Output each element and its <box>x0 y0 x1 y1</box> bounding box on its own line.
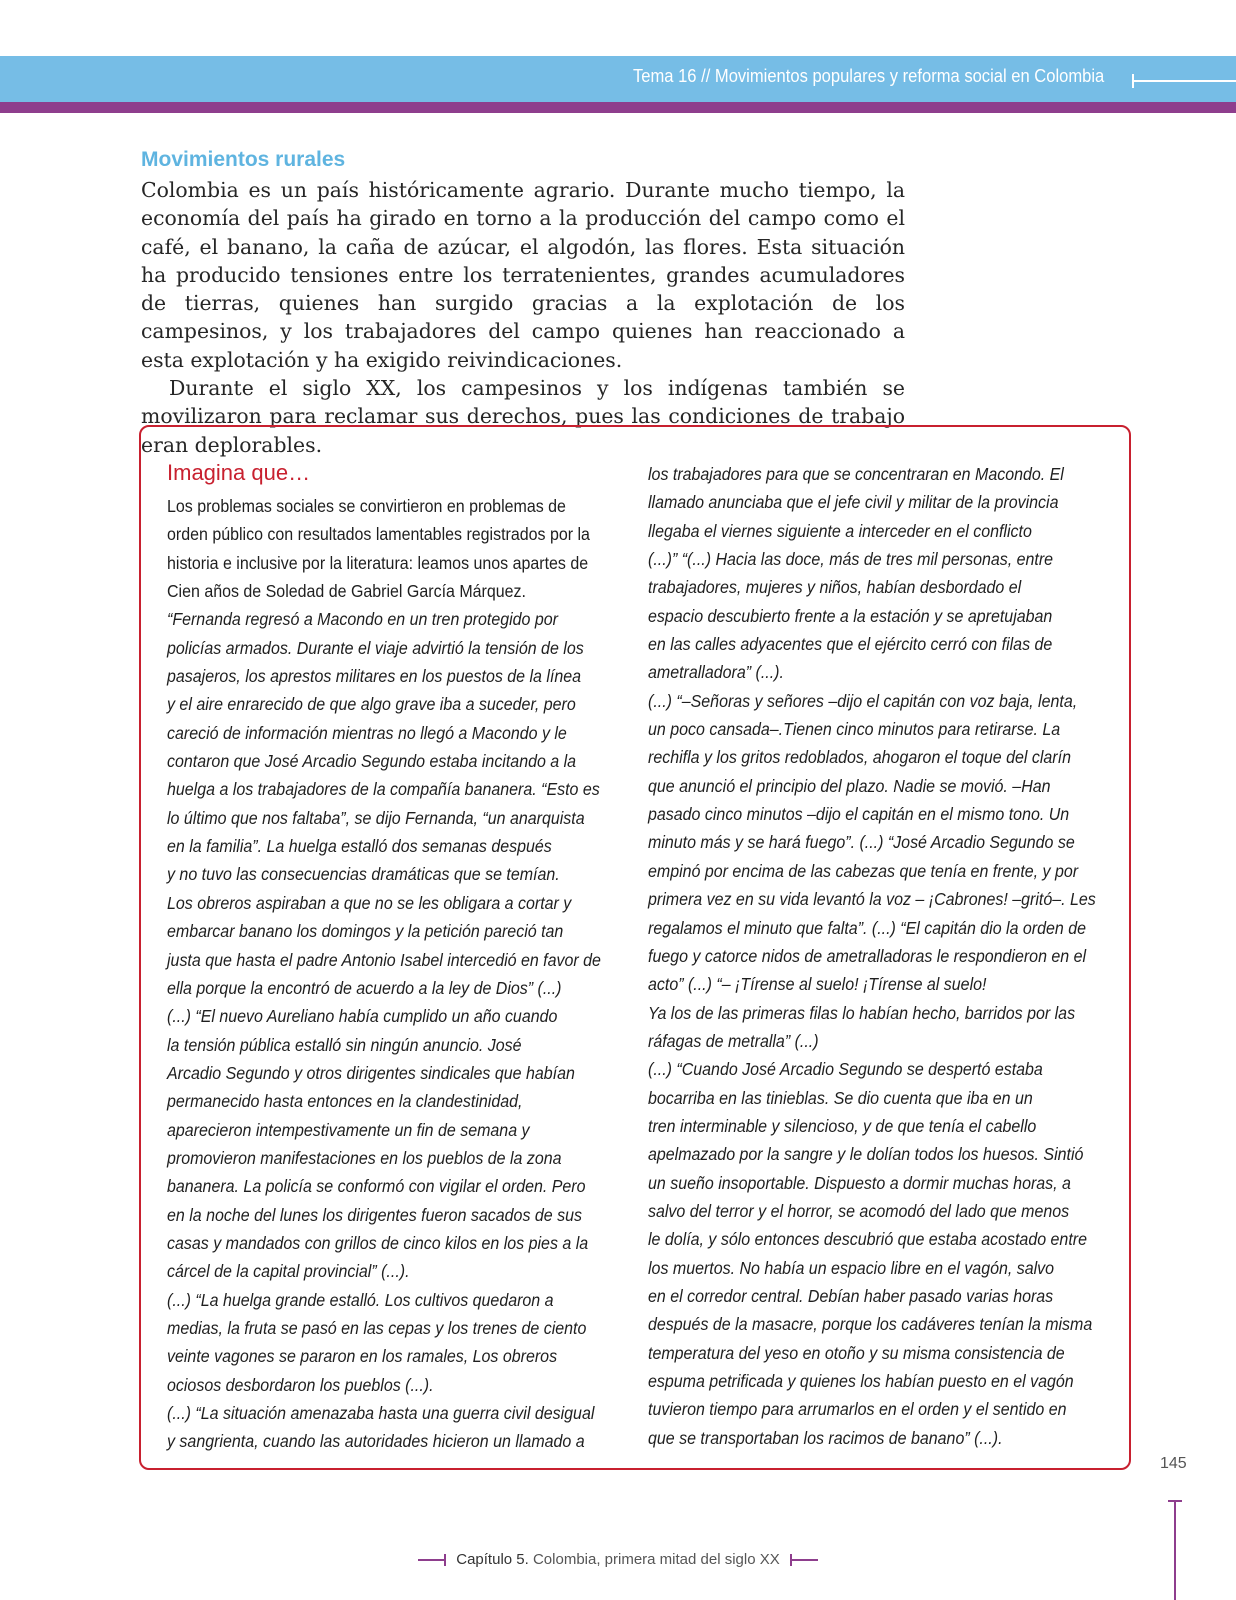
quote-line: bocarriba en las tinieblas. Se dio cuenta que iba en un <box>648 1087 1033 1108</box>
quote-line: (...) “Cuando José Arcadio Segundo se despertó estaba <box>648 1059 1043 1080</box>
quote-line: cárcel de la capital provincial” (...). <box>167 1261 410 1282</box>
quote-line: pasado cinco minutos –dijo el capitán en el mismo tono. Un <box>648 804 1070 825</box>
quote-line: llegaba el viernes siguiente a interceder en el conflicto <box>648 520 1032 541</box>
header-title: Tema 16 // Movimientos populares y reforma social en Colombia <box>632 66 1104 86</box>
quote-line: ociosos desbordaron los pueblos (...). <box>167 1374 434 1395</box>
box-left-column <box>167 492 604 1456</box>
quote-line: un sueño insoportable. Dispuesto a dormir muchas horas, a <box>648 1172 1071 1193</box>
quote-line: le dolía, y sólo entonces descubrió que estaba acostado entre <box>648 1229 1087 1250</box>
intro-text <box>141 176 905 459</box>
side-rule <box>1174 1500 1176 1600</box>
footer-rule-left <box>418 1559 446 1561</box>
quote-line: y sangrienta, cuando las autoridades hicieron un llamado a <box>167 1431 585 1452</box>
quote-line: apelmazado por la sangre y le dolían todos los huesos. Sintió <box>648 1144 1084 1165</box>
quote-line: que anunció el principio del plazo. Nadie se movió. –Han <box>648 775 1051 796</box>
quote-line: minuto más y se hará fuego”. (...) “José Arcadio Segundo se <box>648 832 1075 853</box>
quote-line: justa que hasta el padre Antonio Isabel intercedió en favor de <box>167 949 601 970</box>
quote-line: los trabajadores para que se concentraran en Macondo. El <box>648 464 1064 484</box>
intro-line: orden público con resultados lamentables registrados por la <box>167 524 590 545</box>
quote-line: embarcar banano los domingos y la petición pareció tan <box>167 921 564 942</box>
quote-line: huelga a los trabajadores de la compañía bananera. “Esto es <box>167 779 600 800</box>
intro-paragraph-2: Durante el siglo XX, los campesinos y los indígenas también se movilizaron para reclamar sus derechos, pues las condiciones de trabajo eran deplorables. <box>141 376 905 457</box>
quote-line: empinó por encima de las cabezas que tenía en frente, y por <box>648 860 1079 881</box>
footer-chapter-label: Capítulo 5. <box>456 1551 529 1568</box>
quote-line: en la familia”. La huelga estalló dos semanas después <box>167 836 552 857</box>
quote-line: promovieron manifestaciones en los pueblos de la zona <box>167 1147 562 1168</box>
quote-line: la tensión pública estalló sin ningún anuncio. José <box>167 1034 522 1055</box>
quote-line: ametralladora” (...). <box>648 662 784 683</box>
quote-line: (...) “El nuevo Aureliano había cumplido un año cuando <box>167 1006 558 1027</box>
footer <box>0 1551 1236 1568</box>
quote-line: aparecieron intempestivamente un fin de semana y <box>167 1119 530 1140</box>
intro-line: Cien años de Soledad de Gabriel García Márquez. <box>167 581 526 602</box>
quote-line: y no tuvo las consecuencias dramáticas que se temían. <box>167 864 560 885</box>
quote-line: llamado anunciaba que el jefe civil y militar de la provincia <box>648 492 1059 513</box>
quote-line: careció de información mientras no llegó a Macondo y le <box>167 722 567 743</box>
quote-line: “Fernanda regresó a Macondo en un tren protegido por <box>167 609 558 630</box>
quote-line: (...) “–Señoras y señores –dijo el capitán con voz baja, lenta, <box>648 690 1078 711</box>
quote-line: regalamos el minuto que falta”. (...) “El capitán dio la orden de <box>648 917 1087 938</box>
box-title: Imagina que… <box>167 460 311 485</box>
quote-line: Los obreros aspiraban a que no se les obligara a cortar y <box>167 892 572 913</box>
intro-paragraph-1: Colombia es un país históricamente agrario. Durante mucho tiempo, la economía del país ha girado en torno a la producción del campo como el café, el banano, la caña de azúcar, el algodón, las flores. Esta situación ha producido tensiones entre los terratenientes, grandes acumuladores de tierras, quienes han surgido gracias a la explotación de los campesinos, y los trabajadores del campo quienes han reaccionado a esta explotación y ha exigido reivindicaciones. <box>141 178 905 372</box>
quote-line: después de la masacre, porque los cadáveres tenían la misma <box>648 1314 1093 1335</box>
quote-line: ella porque la encontró de acuerdo a la ley de Dios” (...) <box>167 977 562 998</box>
quote-line: medias, la fruta se pasó en las cepas y los trenes de ciento <box>167 1317 587 1338</box>
quote-line: policías armados. Durante el viaje advirtió la tensión de los <box>167 637 584 658</box>
page-number: 145 <box>1160 1455 1187 1472</box>
quote-line: espacio descubierto frente a la estación y se apretujaban <box>648 605 1053 626</box>
quote-line: trabajadores, mujeres y niños, habían desbordado el <box>648 577 1022 598</box>
quote-line: temperatura del yeso en otoño y su misma consistencia de <box>648 1342 1065 1363</box>
quote-line: en la noche del lunes los dirigentes fueron sacados de sus <box>167 1204 582 1225</box>
quote-line: Ya los de las primeras filas lo habían hecho, barridos por las <box>648 1002 1076 1023</box>
quote-line: en las calles adyacentes que el ejército cerró con filas de <box>648 634 1053 655</box>
footer-rule-right <box>790 1559 818 1561</box>
footer-chapter-title: Colombia, primera mitad del siglo XX <box>532 1551 780 1568</box>
quote-line: (...) “La huelga grande estalló. Los cultivos quedaron a <box>167 1289 554 1310</box>
section-title: Movimientos rurales <box>141 148 346 171</box>
intro-line: Los problemas sociales se convirtieron en problemas de <box>167 496 566 516</box>
quote-line: veinte vagones se pararon en los ramales, Los obreros <box>167 1346 558 1367</box>
quote-line: en el corredor central. Debían haber pasado varias horas <box>648 1285 1054 1306</box>
box-right-column <box>648 460 1096 1452</box>
quote-line: bananera. La policía se conformó con vigilar el orden. Pero <box>167 1176 586 1197</box>
quote-line: casas y mandados con grillos de cinco kilos en los pies a la <box>167 1232 589 1253</box>
intro-line: historia e inclusive por la literatura: leamos unos apartes de <box>167 552 589 573</box>
quote-line: tuvieron tiempo para arrumarlos en el orden y el sentido en <box>648 1399 1067 1420</box>
quote-line: rechifla y los gritos redoblados, ahogaron el toque del clarín <box>648 747 1071 768</box>
quote-line: fuego y catorce nidos de ametralladoras le respondieron en el <box>648 945 1087 966</box>
quote-line: que se transportaban los racimos de banano” (...). <box>648 1427 1003 1448</box>
quote-line: acto” (...) “– ¡Tírense al suelo! ¡Tírense al suelo! <box>648 974 987 995</box>
quote-line: permanecido hasta entonces en la clandestinidad, <box>167 1091 523 1112</box>
quote-line: tren interminable y silencioso, y de que tenía el cabello <box>648 1115 1037 1136</box>
quote-line: (...)” “(...) Hacia las doce, más de tres mil personas, entre <box>648 549 1054 570</box>
quote-line: un poco cansada–.Tienen cinco minutos para retirarse. La <box>648 719 1061 740</box>
header-line <box>1132 80 1236 82</box>
quote-line: Arcadio Segundo y otros dirigentes sindicales que habían <box>167 1062 575 1083</box>
quote-line: contaron que José Arcadio Segundo estaba incitando a la <box>167 751 577 772</box>
header-stripe <box>0 102 1236 113</box>
quote-line: espuma petrificada y quienes los habían puesto en el vagón <box>648 1371 1074 1391</box>
quote-line: salvo del terror y el horror, se acomodó del lado que menos <box>648 1200 1070 1221</box>
quote-line: y el aire enrarecido de que algo grave iba a suceder, pero <box>167 694 576 715</box>
quote-line: los muertos. No había un espacio libre en el vagón, salvo <box>648 1257 1055 1278</box>
quote-line: ráfagas de metralla” (...) <box>648 1030 819 1051</box>
quote-line: pasajeros, los aprestos militares en los puestos de la línea <box>167 666 582 687</box>
quote-line: lo último que nos faltaba”, se dijo Fernanda, “un anarquista <box>167 807 585 828</box>
quote-line: primera vez en su vida levantó la voz – ¡Cabrones! –gritó–. Les <box>648 889 1096 910</box>
quote-line: (...) “La situación amenazaba hasta una guerra civil desigual <box>167 1403 595 1423</box>
